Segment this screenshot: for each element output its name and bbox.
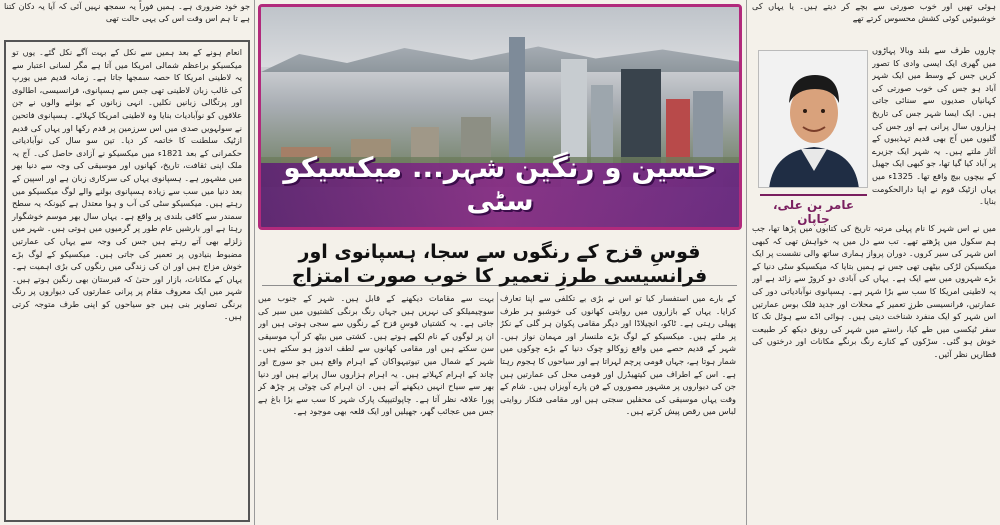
column-divider xyxy=(254,0,255,525)
right-bottom-column: میں نے اس شہر کا نام پہلی مرتبہ تاریخ کی کتابوں میں پڑھا تھا، جب ہم سکول میں پڑھتے تھے۔ تب سے دل میں یہ خواہش تھی کہ کبھی اس شہر کی سیر کروں۔ دوران پرواز ہماری ساتھ والی نشست پر ایک میکسیکن لڑکی بیٹھی تھی جس نے ہمیں بتایا کہ میکسیکو سٹی دنیا کے بڑے شہروں میں سے ایک ہے۔ یہاں کی آبادی دو کروڑ سے زائد ہے اور یہ لاطینی امریکا کا سب سے بڑا شہر ہے۔ ہسپانوی نوآبادیاتی دور کی عمارتیں، فرانسیسی طرزِ تعمیر کے محلات اور جدید فلک بوس عمارتیں اس شہر کو ایک منفرد شناخت دیتی ہیں۔ ہوائی اڈے سے ہوٹل تک کا سفر ٹیکسی میں طے کیا، راستے میں شہر کی رونق دیکھ کر طبیعت خوش ہو گئی۔ سڑکوں کے کنارے رنگ برنگے مکانات اور درختوں کی قطاریں نظر آئیں۔ xyxy=(752,223,996,359)
top-strip-right-text: ہوئی تھیں اور خوب صورتی سے بچے کر دیتے ہیں۔ یا یہاں کی خوشبوئیں کوئی کشش محسوس کرتے تھے xyxy=(752,1,996,23)
author-name: عامر بن علی، جاپان xyxy=(760,194,867,214)
headline: قوسِ قزح کے رنگوں سے سجا، ہسپانوی اور فرانسیسی طرزِ تعمیر کا خوب صورت امتزاج xyxy=(262,240,737,286)
author-portrait-icon xyxy=(759,51,868,188)
left-column: انعام ہونے کے بعد ہمیں سے نکل کے بہت آگے نکل گئے۔ یوں تو میکسیکو براعظم شمالی امریکا میں آتا ہے مگر لسانی اعتبار سے یہ لاطینی امریکا کا حصہ سمجھا جاتا ہے۔ زمانہ قدیم میں یورپ کی غالب زبان لاطینی تھی جس سے ہسپانوی، فرانسیسی، اطالوی اور پرتگالی زبانیں نکلیں۔ انہی زبانوں کے بولنے والوں نے جن علاقوں کو نوآبادیات بنایا وہ لاطینی امریکا کہلائے۔ ہسپانوی فاتحین نے سولہویں صدی میں اس سرزمین پر قدم رکھا اور یہاں کی قدیم ازٹیک سلطنت کا خاتمہ کر دیا۔ تین سو سال کی نوآبادیاتی حکمرانی کے بعد 1821ء میں میکسیکو نے آزادی حاصل کی۔ آج یہ ملک اپنی ثقافت، تاریخ، کھانوں اور موسیقی کی وجہ سے دنیا بھر میں مشہور ہے۔ ہسپانوی یہاں کی سرکاری زبان ہے اور اسپین کے بعد دنیا میں سب سے زیادہ ہسپانوی بولنے والے لوگ میکسیکو میں رہتے ہیں۔ میکسیکو سٹی کی آب و ہوا معتدل ہے کیونکہ یہ سطح سمندر سے کافی بلندی پر واقع ہے۔ یہاں سال بھر موسم خوشگوار رہتا ہے اور بارشیں عام طور پر گرمیوں میں ہوتی ہیں۔ شہر میں زلزلے بھی آتے رہتے ہیں جس کی وجہ سے یہاں کی عمارتیں مضبوط بنیادوں پر تعمیر کی جاتی ہیں۔ میکسیکو کے لوگ بڑے خوش مزاج ہیں اور ان کی زندگی میں رنگوں کی بڑی اہمیت ہے۔ یہاں کے مکانات، بازار اور حتیٰ کہ قبرستان بھی رنگین ہوتے ہیں۔ شہر میں ایک معروف مقام پر پرانی عمارتوں کی دیواروں پر رنگ برنگی تصاویر بنی ہیں جو سیاحوں کو اپنی طرف متوجہ کرتی ہیں۔ xyxy=(4,40,250,522)
column-divider xyxy=(497,292,498,520)
center-left-column: بہت سے مقامات دیکھنے کے قابل ہیں۔ شہر کے جنوب میں سوچیمیلکو کی نہریں ہیں جہاں رنگ برنگی کشتیوں میں سیر کی جاتی ہے۔ یہ کشتیاں قوسِ قزح کے رنگوں سے سجی ہوتی ہیں اور ان پر لوگوں کے نام لکھے ہوتے ہیں۔ کشتی میں بیٹھ کر آپ موسیقی سن سکتے ہیں اور مقامی کھانوں سے لطف اندوز ہو سکتے ہیں۔ شہر کے شمال میں تیوتیہواکان کے اہرام واقع ہیں جو سورج اور چاند کے اہرام کہلاتے ہیں۔ یہ اہرام ہزاروں سال پرانے ہیں اور دنیا بھر سے سیاح انہیں دیکھنے آتے ہیں۔ ان اہرام کی چوٹی پر چڑھ کر پورا علاقہ نظر آتا ہے۔ چاپولتیپیک پارک شہر کا سب سے بڑا باغ ہے جس میں عجائب گھر، جھیلیں اور ایک قلعہ بھی موجود ہے۔ xyxy=(258,293,494,417)
top-strip-left-text: جو خود ضروری ہے۔ ہمیں فوراً یہ سمجھ نہیں آئی کہ آیا یہ دکان کتنا ہے تا ہم اس وقت اس کی یہی حالت تھی xyxy=(4,1,250,23)
right-top-column: چاروں طرف سے بلند وبالا پہاڑوں میں گھری ایک ایسی وادی کا تصور کریں جس کے وسط میں ایک شہر آباد ہو جس کی خوب صورتی کی کہانیاں صدیوں سے سنائی جاتی ہیں۔ ایک ایسا شہر جس کی تاریخ ہزاروں سال پرانی ہے اور جس کی گلیوں میں آج بھی قدیم تہذیبوں کے آثار ملتے ہیں۔ یہ شہر ایک جزیرے پر آباد کیا گیا تھا، جو کبھی ایک جھیل کے بیچوں بیچ واقع تھا۔ 1325ء میں یہاں ازٹیک قوم نے اپنا دارالحکومت بنایا۔ xyxy=(872,45,996,207)
column-divider xyxy=(746,0,747,525)
author-photo xyxy=(758,50,868,188)
hero-cityscape-image xyxy=(258,4,742,230)
center-right-column: کے بارے میں استفسار کیا تو اس نے بڑی بے تکلفی سے اپنا تعارف کرایا۔ یہاں کے بازاروں میں روایتی کھانوں کی خوشبو ہر طرف پھیلی رہتی ہے۔ ٹاکو، انچیلاڈا اور دیگر مقامی پکوان ہر گلی کے نکڑ پر ملتے ہیں۔ میکسیکو کے لوگ بڑے ملنسار اور مہمان نواز ہیں۔ شہر کے قدیم حصے میں واقع زوکالو چوک دنیا کے بڑے چوکوں میں شمار ہوتا ہے، جہاں قومی پرچم لہراتا ہے اور سیاحوں کا ہجوم رہتا ہے۔ اس کے اطراف میں کیتھیڈرل اور قومی محل کی عمارتیں ہیں جن کی دیواروں پر مشہور مصوروں کے فن پارے آویزاں ہیں۔ شام کے وقت یہاں موسیقی کی محفلیں سجتی ہیں اور مقامی فنکار روایتی لباس میں رقص پیش کرتے ہیں۔ xyxy=(500,293,736,417)
page-title: حسین و رنگین شہر... میکسیکو سٹی xyxy=(283,151,717,217)
